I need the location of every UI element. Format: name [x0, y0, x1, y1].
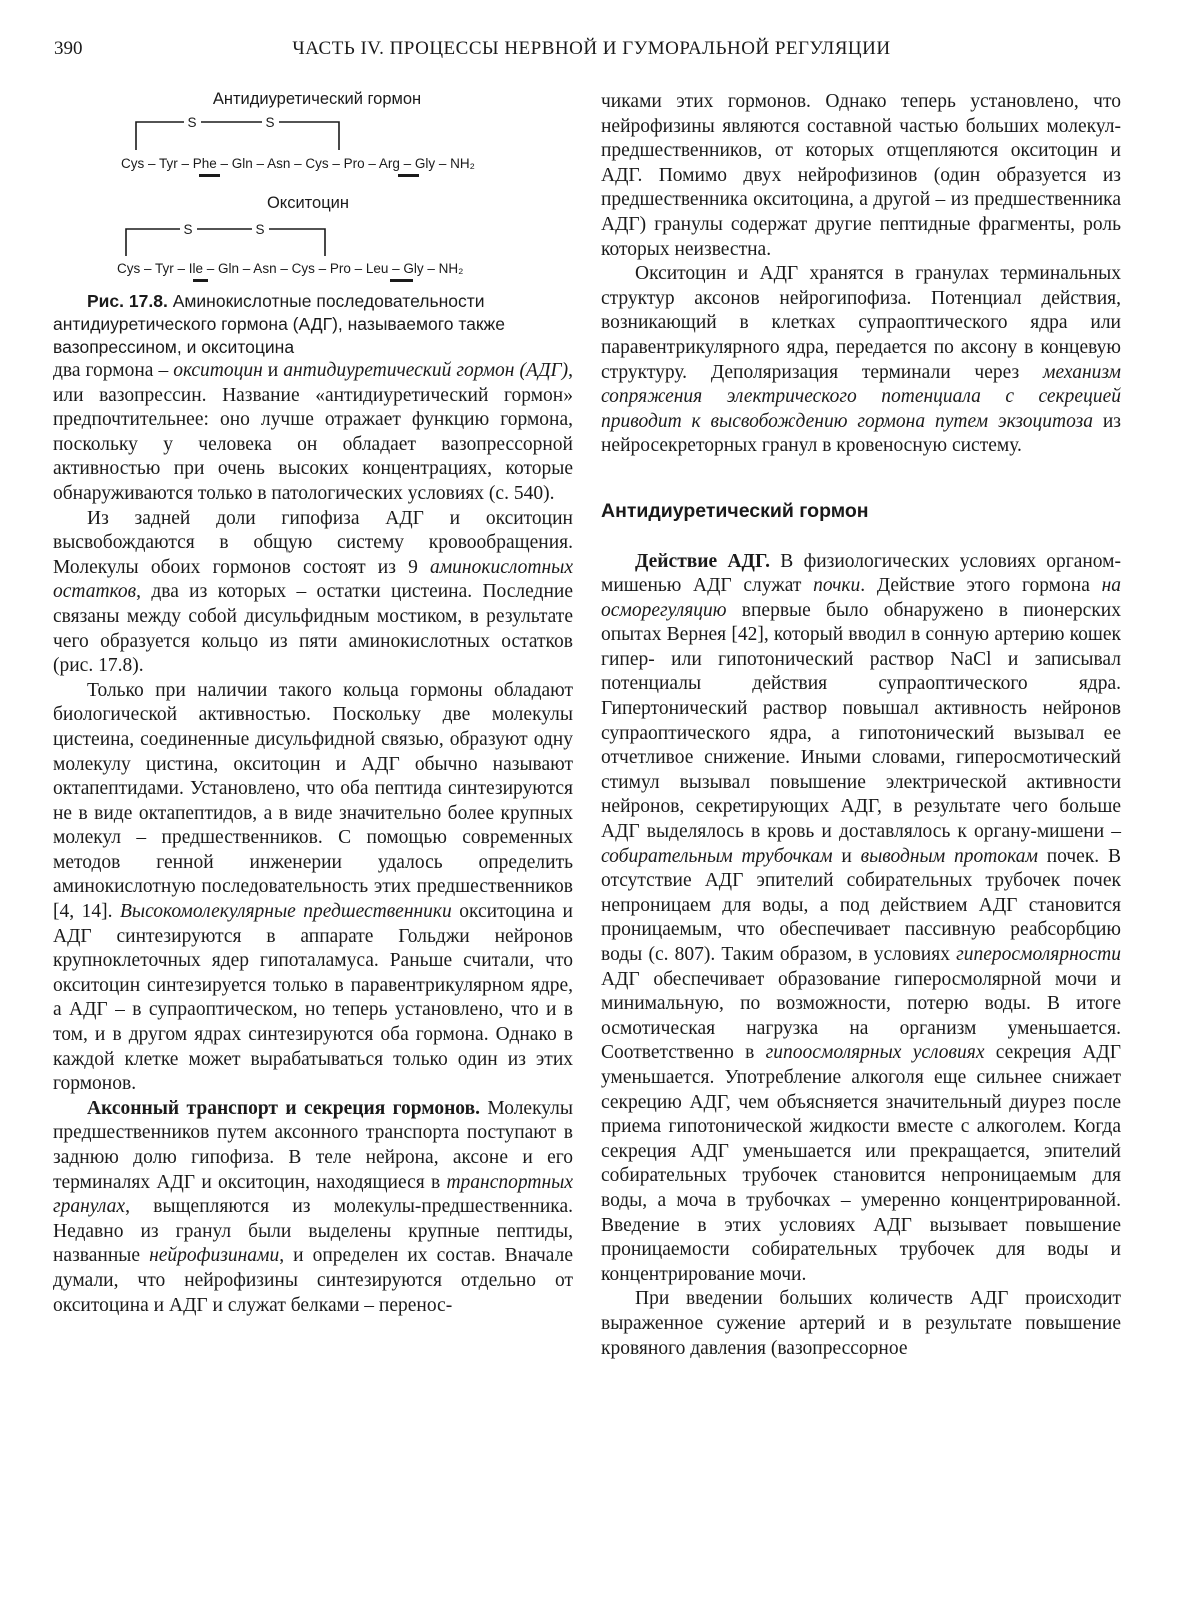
oxytocin-ile-marker: [193, 279, 208, 282]
caption-label: Рис. 17.8.: [87, 291, 168, 311]
right-paragraph-1: чиками этих гормонов. Однако теперь установлено, что нейрофизины являются составной частью больших молекул-предшественников, от которых отщепляются окситоцин и АДГ. Помимо двух нейрофизинов (один образуется из предшественника окситоцина, а другой – из предшественника АДГ) гранулы содержат другие пептидные фрагменты, роль которых неизвестна.: [601, 91, 1121, 260]
left-paragraph-3: Только при наличии такого кольца гормоны обладают биологической активностью. Поскольку две молекулы цистеина, соединенные дисульфидной связью, образуют одну молекулу цистина, окситоцин и АДГ обычно называют октапептидами. Установлено, что оба пептида синтезируются не в виде октапептидов, а в виде значительно более крупных молекул – предшественников. С помощью современных методов генной инженерии удалось определить аминокислотную последовательность этих предшественников [4, 14]. Высокомолекулярные предшественники окситоцина и АДГ синтезируются в аппарате Гольджи нейронов крупноклеточных ядер гипоталамуса. Раньше считали, что окситоцин синтезируется только в паравентрикулярном ядре, а АДГ – в супраоптическом, но теперь установлено, что и в том, и в другом ядрах синтезируются оба гормона. Однако в каждой клетке может вырабатываться только один из этих гормонов.: [53, 679, 573, 1095]
run-in-heading-axonal-transport: Аксонный транспорт и секреция гормонов.: [87, 1097, 480, 1119]
left-paragraph-1: два гормона – окситоцин и антидиуретический гормон (АДГ), или вазопрессин. Название «антидиуретический гормон» предпочтительнее: оно лучше отражает функцию гормона, поскольку у человека он обладает вазопрессорной активностью при очень высоких концентрациях, которые обнаруживаются только в патологических условиях (с. 540).: [53, 360, 573, 504]
oxytocin-title: Окситоцин: [266, 194, 350, 212]
figure-caption: [53, 290, 573, 359]
adh-sulfur-2: S: [265, 115, 275, 130]
left-paragraph-2: Из задней доли гипофиза АДГ и окситоцин высвобождаются в общую систему кровообращения. Молекулы обоих гормонов состоят из 9 аминокислотных остатков, два из которых – остатки цистеина. Последние связаны между собой дисульфидным мостиком, в результате чего образуется кольцо из пяти аминокислотных остатков (рис. 17.8).: [53, 507, 573, 677]
right-column: [601, 90, 1121, 1361]
oxytocin-leu-marker: [390, 279, 413, 282]
right-paragraph-2: Окситоцин и АДГ хранятся в гранулах терминальных структур аксонов нейрогипофиза. Потенциал действия, возникающий в клетках супраоптического ядра или паравентрикулярного ядра, передается по аксону в концевую структуру. Деполяризация терминали через механизм сопряжения электрического потенциала с секрецией приводит к высвобождению гормона путем экзоцитоза из нейросекреторных гранул в кровеносную систему.: [601, 263, 1122, 457]
left-column: [53, 90, 573, 1318]
oxytocin-disulfide-bridge: [126, 229, 325, 256]
section-heading: Антидиуретический гормон: [601, 499, 869, 522]
page-number: 390: [54, 38, 83, 59]
adh-sulfur-1: S: [187, 115, 197, 130]
left-paragraph-4: Аксонный транспорт и секреция гормонов. Молекулы предшественников путем аксонного транспорта поступают в заднюю долю гипофиза. В теле нейрона, аксоне и его терминалях АДГ и окситоцин, находящиеся в транспортных гранулах, выщепляются из молекулы-предшественника. Недавно из гранул были выделены крупные пептиды, названные нейрофизинами, и определен их состав. Вначале думали, что нейрофизины синтезируются отдельно от окситоцина и АДГ и служат белками – перенос-: [53, 1097, 574, 1316]
right-paragraph-4: При введении больших количеств АДГ происходит выраженное сужение артерий и в результате повышение кровяного давления (вазопрессорное: [601, 1288, 1121, 1359]
oxytocin-sulfur-1: S: [183, 222, 193, 237]
right-paragraph-3: Действие АДГ. В физиологических условиях органом-мишенью АДГ служат почки. Действие этого гормона на осморегуляцию впервые было обнаружено в пионерских опытах Вернея [42], который вводил в сонную артерию кошек гипер- или гипотонический раствор NaCl и записывал потенциалы действия супраоптического ядра. Гипертонический раствор повышал активность нейронов супраоптического ядра, а гипотонический вызывал ее отчетливое снижение. Иными словами, гиперосмотический стимул вызывал повышение электрической активности нейронов, секретирующих АДГ, в результате чего больше АДГ выделялось в кровь и доставлялось к органу-мишени – собирательным трубочкам и выводным протокам почек. В отсутствие АДГ эпителий собирательных трубочек почек непроницаем для воды, а под действием АДГ становится проницаемым, что обеспечивает пассивную реабсорбцию воды (с. 807). Таким образом, в условиях гиперосмолярности АДГ обеспечивает образование гиперосмолярной мочи и минимальную, по возможности, потерю воды. В итоге осмотическая нагрузка на организм уменьшается. Соответственно в гипоосмолярных условиях секреция АДГ уменьшается. Употребление алкоголя еще сильнее снижает секрецию АДГ, чем объясняется значительный диурез после приема гипотонической жидкости вместе с алкоголем. Когда секреция АДГ уменьшается или прекращается, эпителий собирательных трубочек становится непроницаемым для воды, а моча в трубочках – умеренно концентрированной. Введение в этих условиях АДГ вызывает повышение проницаемости собирательных трубочек для воды и концентрирование мочи.: [601, 550, 1122, 1285]
figure-17-8: [53, 90, 573, 359]
adh-title: Антидиуретический гормон: [212, 90, 422, 108]
oxytocin-sulfur-2: S: [255, 222, 265, 237]
run-in-heading-adh-action: Действие АДГ.: [635, 550, 771, 572]
oxytocin-sequence: Cys – Tyr – Ile – Gln – Asn – Cys – Pro – Leu – Gly – NH₂: [117, 261, 464, 276]
adh-disulfide-bridge: [136, 122, 339, 150]
adh-phe-marker: [199, 174, 220, 177]
adh-sequence: Cys – Tyr – Phe – Gln – Asn – Cys – Pro – Arg – Gly – NH₂: [121, 156, 475, 171]
running-title: ЧАСТЬ IV. ПРОЦЕССЫ НЕРВНОЙ И ГУМОРАЛЬНОЙ РЕГУЛЯЦИИ: [292, 38, 891, 59]
caption-text: Аминокислотные последовательности антидиуретического гормона (АДГ), называемого также вазопрессином, и окситоцина: [53, 291, 506, 357]
amino-acid-sequence-diagram: [53, 90, 573, 290]
adh-arg-marker: [398, 174, 419, 177]
